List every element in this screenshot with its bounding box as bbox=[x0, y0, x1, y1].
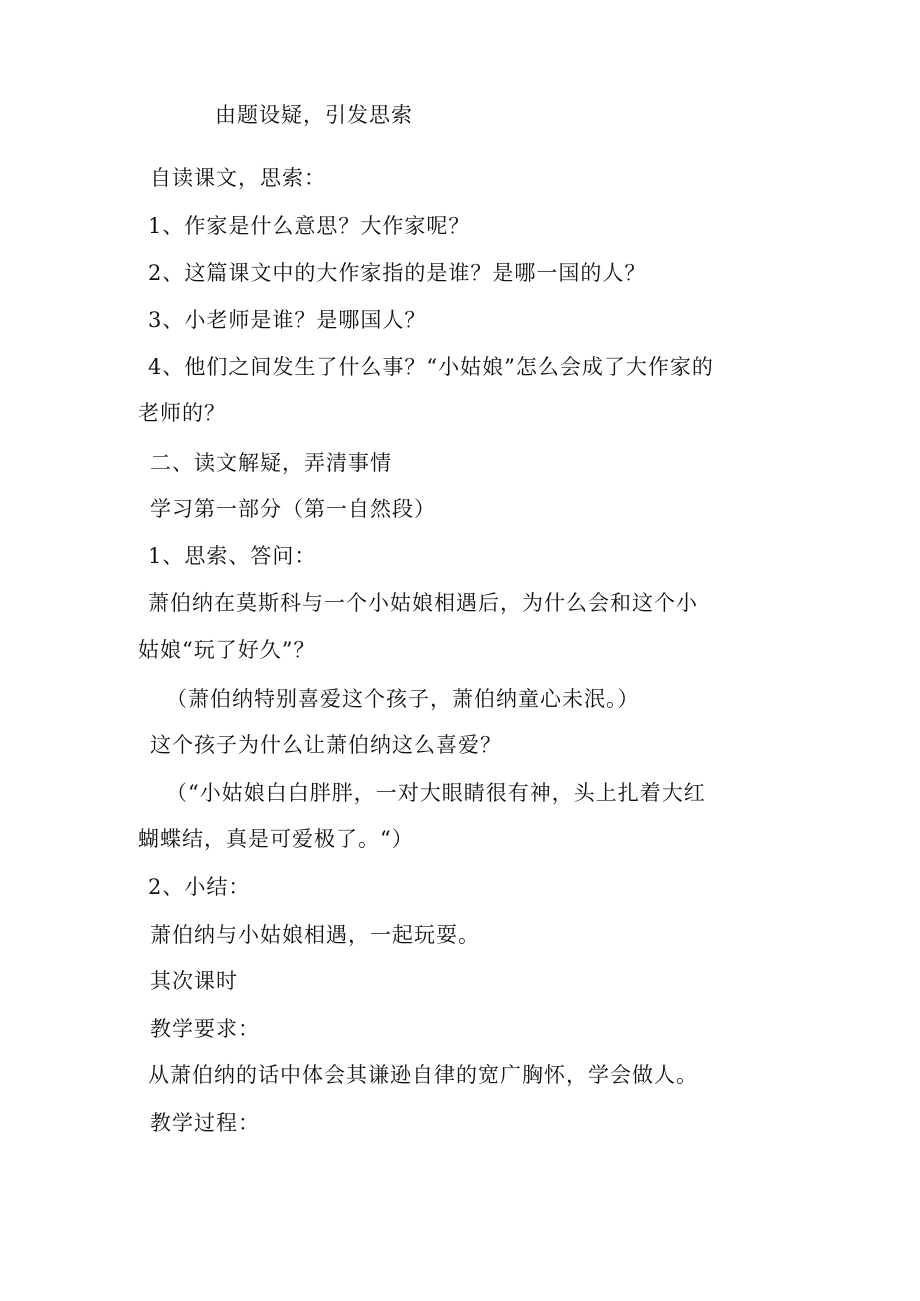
section-heading: 由题设疑，引发思索 bbox=[215, 103, 413, 127]
paragraph-line: 姑娘“玩了好久”？ bbox=[138, 638, 316, 662]
question-item: 1、作家是什么意思？大作家呢？ bbox=[148, 214, 471, 238]
paragraph-line: 1、思索、答问： bbox=[148, 544, 317, 568]
section-heading: 二、读文解疑，弄清事情 bbox=[150, 451, 392, 475]
paragraph-line: 老师的？ bbox=[138, 401, 226, 425]
question-item: 2、这篇课文中的大作家指的是谁？是哪一国的人？ bbox=[148, 261, 647, 285]
paragraph-line: 教学过程： bbox=[150, 1111, 260, 1135]
paragraph-line: 萧伯纳与小姑娘相遇，一起玩耍。 bbox=[150, 923, 480, 947]
question-item: 4、他们之间发生了什么事？“小姑娘”怎么会成了大作家的 bbox=[148, 355, 714, 379]
paragraph-line: 学习第一部分（第一自然段） bbox=[150, 497, 436, 521]
paragraph-line: 萧伯纳在莫斯科与一个小姑娘相遇后，为什么会和这个小 bbox=[148, 591, 698, 615]
paragraph-line: 从萧伯纳的话中体会其谦逊自律的宽广胸怀，学会做人。 bbox=[148, 1063, 698, 1087]
section-heading: 其次课时 bbox=[150, 969, 238, 993]
paragraph-line: 这个孩子为什么让萧伯纳这么喜爱？ bbox=[150, 733, 502, 757]
answer-line: （“小姑娘白白胖胖，一对大眼睛很有神，头上扎着大红 bbox=[166, 781, 706, 805]
paragraph-line: 自读课文，思索： bbox=[150, 166, 326, 190]
paragraph-line: 蝴蝶结，真是可爱极了。“） bbox=[138, 827, 414, 851]
answer-line: （萧伯纳特别喜爱这个孩子，萧伯纳童心未泯。） bbox=[166, 687, 640, 711]
question-item: 3、小老师是谁？是哪国人？ bbox=[148, 308, 427, 332]
paragraph-line: 2、小结： bbox=[148, 875, 251, 899]
paragraph-line: 教学要求： bbox=[150, 1017, 260, 1041]
